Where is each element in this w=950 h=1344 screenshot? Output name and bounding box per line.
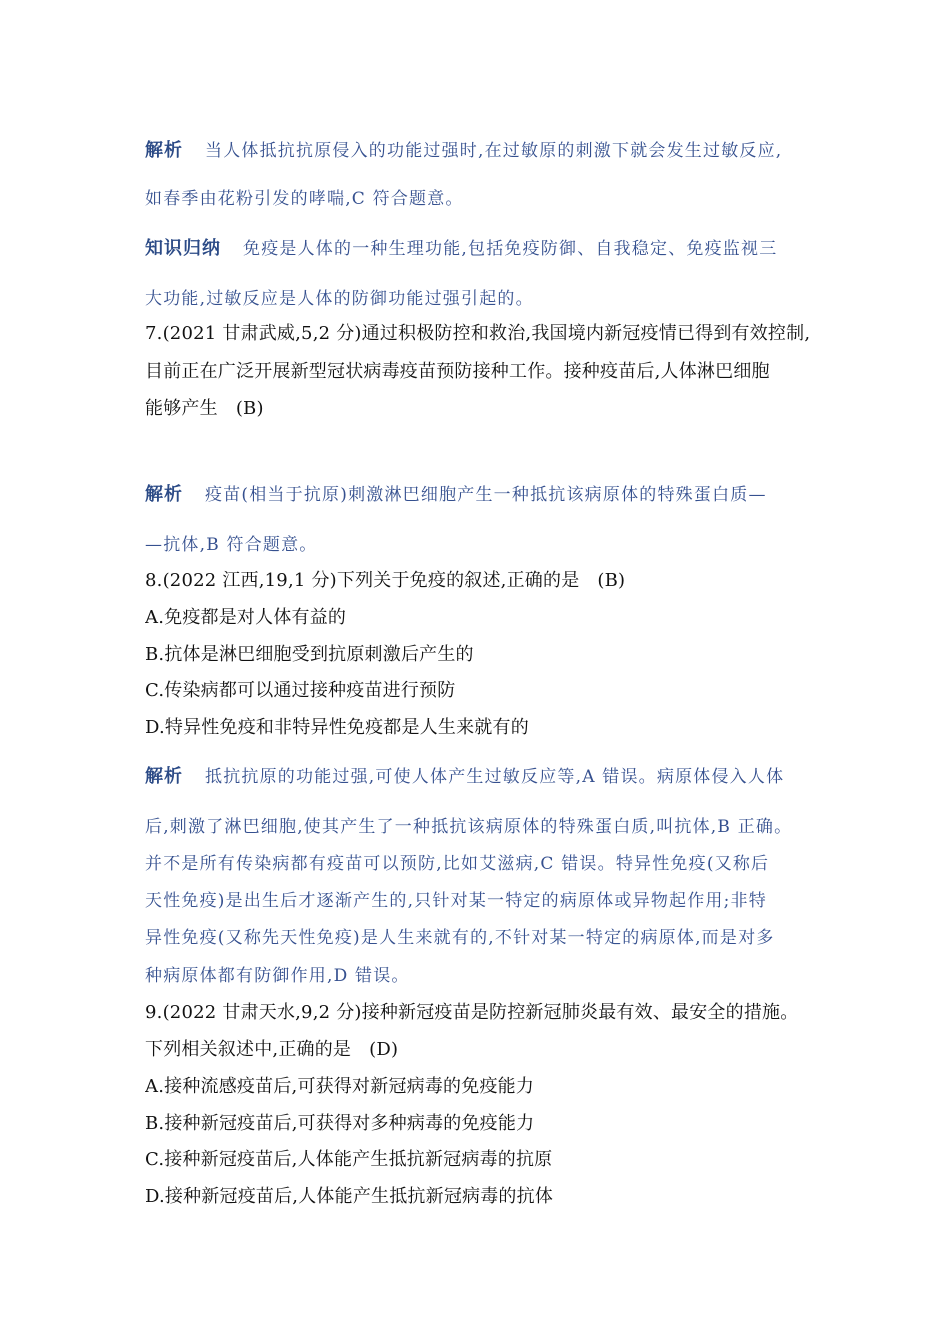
question-7-stem-line-2 bbox=[145, 360, 825, 384]
question-8-analysis-line-6 bbox=[145, 964, 825, 988]
analysis-text: —抗体,B 符合题意。 bbox=[145, 535, 318, 555]
question-8-option-b bbox=[145, 643, 825, 667]
question-9-option-b bbox=[145, 1112, 825, 1136]
analysis-block-1-line-1 bbox=[145, 139, 825, 163]
option-text: B.抗体是淋巴细胞受到抗原刺激后产生的 bbox=[145, 644, 474, 665]
option-text: B.接种新冠疫苗后,可获得对多种病毒的免疫能力 bbox=[145, 1113, 535, 1134]
analysis-text: 天性免疫)是出生后才逐渐产生的,只针对某一特定的病原体或异物起作用;非特 bbox=[145, 891, 767, 911]
analysis-text: 疫苗(相当于抗原)刺激淋巴细胞产生一种抵抗该病原体的特殊蛋白质— bbox=[205, 485, 767, 505]
question-9-option-a bbox=[145, 1075, 825, 1099]
question-9-option-d bbox=[145, 1185, 825, 1209]
question-8-option-c bbox=[145, 679, 825, 703]
analysis-text: 异性免疫(又称先天性免疫)是人生来就有的,不针对某一特定的病原体,而是对多 bbox=[145, 928, 775, 948]
question-8-analysis-line-3 bbox=[145, 852, 825, 876]
analysis-block-1-line-2 bbox=[145, 187, 825, 211]
question-7-analysis-line-2 bbox=[145, 533, 825, 557]
question-9-text: 9.(2022 甘肃天水,9,2 分)接种新冠疫苗是防控新冠肺炎最有效、最安全的措施。 bbox=[145, 1002, 799, 1023]
question-7-text: 7.(2021 甘肃武威,5,2 分)通过积极防控和救治,我国境内新冠疫情已得到有效控制, bbox=[145, 323, 811, 344]
analysis-tag: 解析 bbox=[145, 484, 183, 505]
option-text: A.接种流感疫苗后,可获得对新冠病毒的免疫能力 bbox=[145, 1076, 535, 1097]
question-7-answer: (B) bbox=[235, 398, 264, 419]
analysis-text: 当人体抵抗抗原侵入的功能过强时,在过敏原的刺激下就会发生过敏反应, bbox=[205, 141, 783, 161]
question-8-analysis-line-5 bbox=[145, 926, 825, 950]
question-7-stem-line-3 bbox=[145, 397, 825, 421]
question-9-stem-line-2 bbox=[145, 1038, 825, 1062]
question-9-answer: (D) bbox=[369, 1039, 399, 1060]
question-8-option-d bbox=[145, 716, 825, 740]
question-8-option-a bbox=[145, 606, 825, 630]
question-7-text: 能够产生 bbox=[145, 398, 218, 419]
knowledge-summary-line-1 bbox=[145, 237, 825, 261]
question-7-analysis-line-1 bbox=[145, 483, 825, 507]
knowledge-summary-tag: 知识归纳 bbox=[145, 238, 221, 259]
option-text: C.传染病都可以通过接种疫苗进行预防 bbox=[145, 680, 456, 701]
analysis-text: 后,刺激了淋巴细胞,使其产生了一种抵抗该病原体的特殊蛋白质,叫抗体,B 正确。 bbox=[145, 817, 793, 837]
analysis-text: 如春季由花粉引发的哮喘,C 符合题意。 bbox=[145, 189, 464, 209]
question-7-text: 目前正在广泛开展新型冠状病毒疫苗预防接种工作。接种疫苗后,人体淋巴细胞 bbox=[145, 361, 770, 382]
knowledge-summary-text: 免疫是人体的一种生理功能,包括免疫防御、自我稳定、免疫监视三 bbox=[243, 239, 778, 259]
question-7-stem-line-1 bbox=[145, 322, 825, 346]
analysis-tag: 解析 bbox=[145, 766, 183, 787]
question-8-text: 8.(2022 江西,19,1 分)下列关于免疫的叙述,正确的是 bbox=[145, 570, 580, 591]
question-8-analysis-line-1 bbox=[145, 765, 825, 789]
question-9-option-c bbox=[145, 1148, 825, 1172]
question-8-answer: (B) bbox=[597, 570, 626, 591]
analysis-text: 并不是所有传染病都有疫苗可以预防,比如艾滋病,C 错误。特异性免疫(又称后 bbox=[145, 854, 770, 874]
question-9-text: 下列相关叙述中,正确的是 bbox=[145, 1039, 352, 1060]
question-8-stem bbox=[145, 569, 825, 593]
question-9-stem-line-1 bbox=[145, 1001, 825, 1025]
option-text: C.接种新冠疫苗后,人体能产生抵抗新冠病毒的抗原 bbox=[145, 1149, 553, 1170]
knowledge-summary-text: 大功能,过敏反应是人体的防御功能过强引起的。 bbox=[145, 289, 534, 309]
analysis-text: 抵抗抗原的功能过强,可使人体产生过敏反应等,A 错误。病原体侵入人体 bbox=[205, 767, 785, 787]
question-8-analysis-line-4 bbox=[145, 889, 825, 913]
question-8-analysis-line-2 bbox=[145, 815, 825, 839]
option-text: D.特异性免疫和非特异性免疫都是人生来就有的 bbox=[145, 717, 529, 738]
knowledge-summary-line-2 bbox=[145, 287, 825, 311]
option-text: D.接种新冠疫苗后,人体能产生抵抗新冠病毒的抗体 bbox=[145, 1186, 554, 1207]
option-text: A.免疫都是对人体有益的 bbox=[145, 607, 347, 628]
analysis-text: 种病原体都有防御作用,D 错误。 bbox=[145, 966, 410, 986]
analysis-tag: 解析 bbox=[145, 140, 183, 161]
